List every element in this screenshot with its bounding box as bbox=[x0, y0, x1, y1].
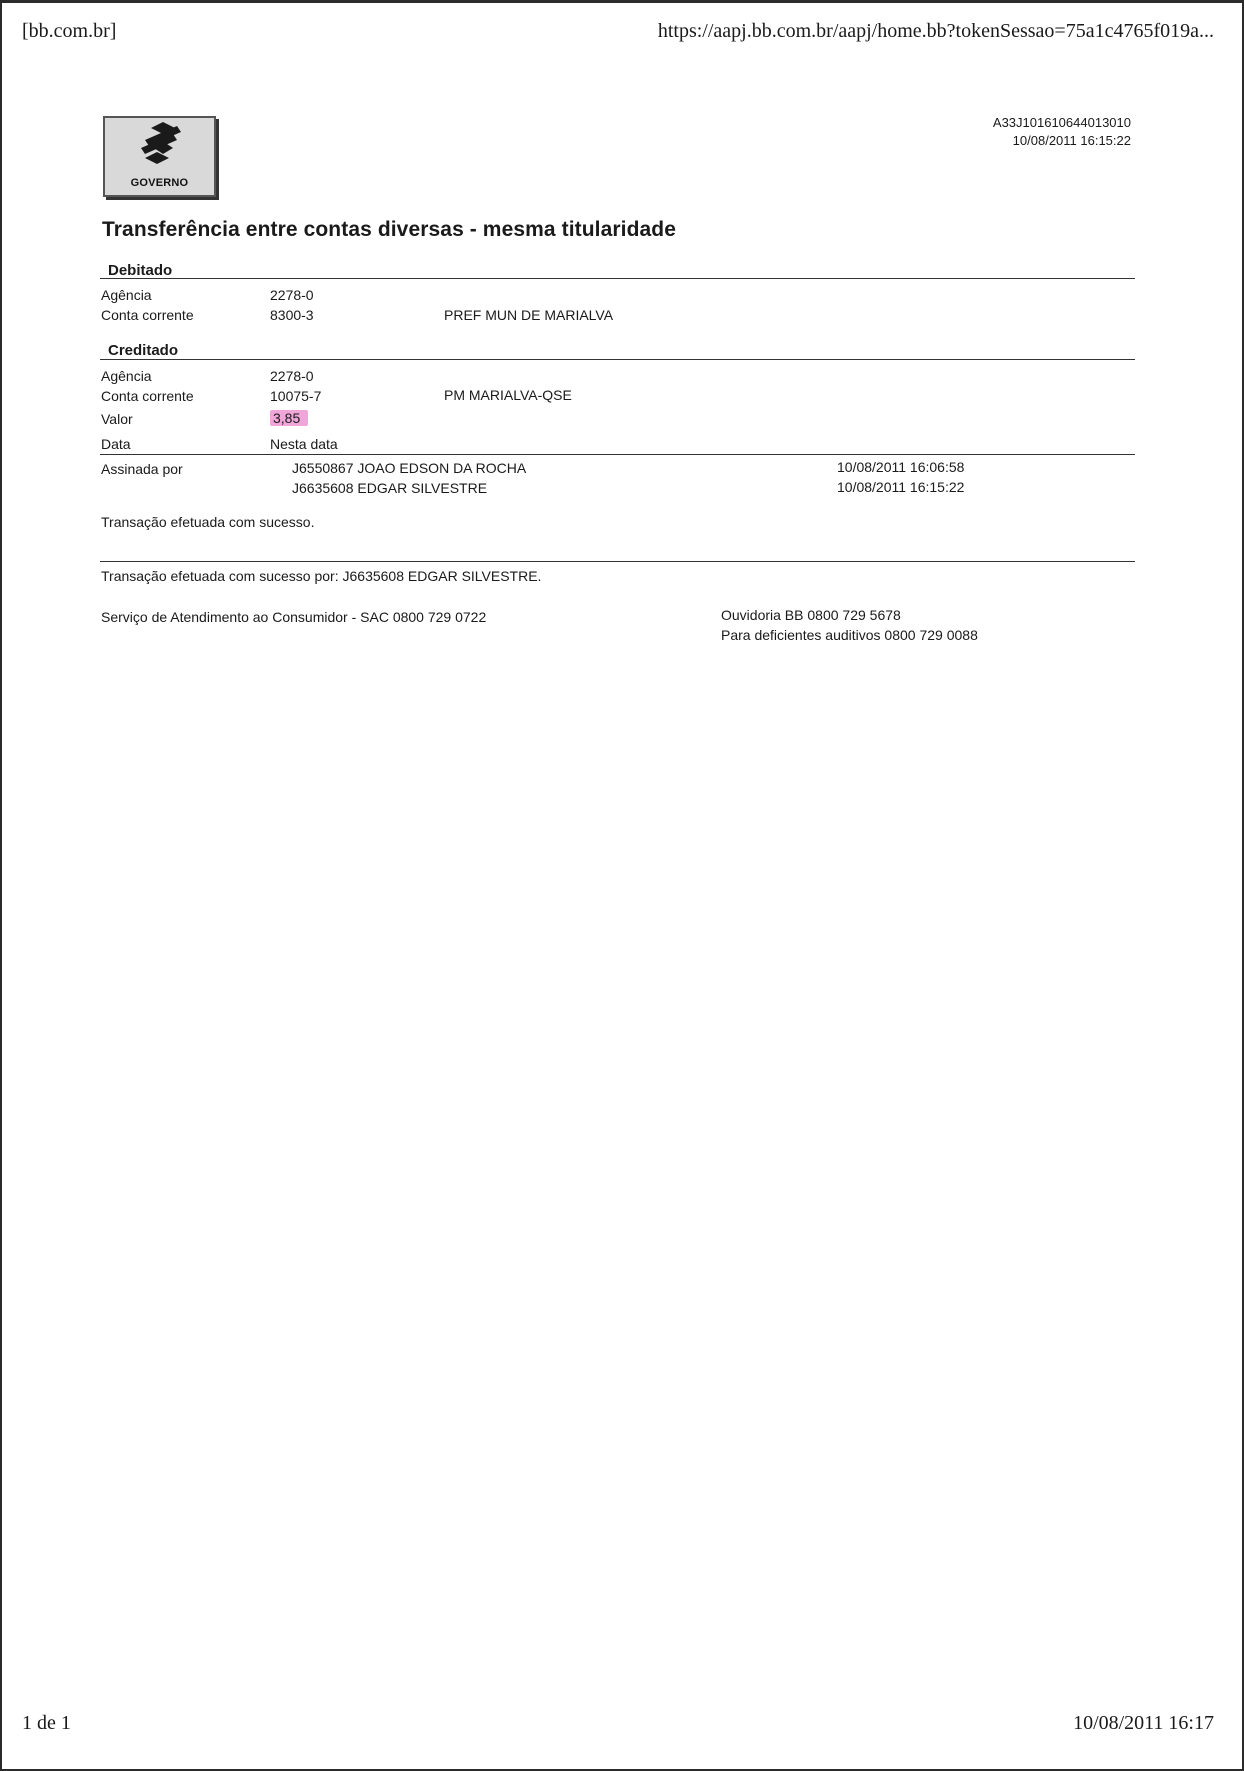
logo-label: GOVERNO bbox=[130, 177, 189, 189]
print-header-url: https://aapj.bb.com.br/aapj/home.bb?tokenSessao=75a1c4765f019a... bbox=[657, 20, 1214, 42]
data-label: Data bbox=[101, 436, 131, 452]
creditado-agencia-value: 2278-0 bbox=[270, 368, 314, 384]
sac-contact: Serviço de Atendimento ao Consumidor - SAC 0800 729 0722 bbox=[101, 609, 487, 625]
debitado-agencia-value: 2278-0 bbox=[270, 287, 314, 303]
signer-name: J6635608 EDGAR SILVESTRE bbox=[292, 480, 488, 496]
creditado-agencia-label: Agência bbox=[101, 368, 152, 384]
signer-datetime: 10/08/2011 16:15:22 bbox=[837, 479, 965, 495]
print-header-site: [bb.com.br] bbox=[22, 20, 117, 42]
section-debitado-heading: Debitado bbox=[108, 262, 173, 279]
signer-name: J6550867 JOAO EDSON DA ROCHA bbox=[292, 460, 527, 476]
section-creditado-heading: Creditado bbox=[108, 342, 179, 359]
divider bbox=[100, 454, 1135, 455]
assinada-por-label: Assinada por bbox=[101, 461, 183, 477]
status-message-by: Transação efetuada com sucesso por: J6635608 EDGAR SILVESTRE. bbox=[101, 568, 542, 584]
bb-governo-logo bbox=[103, 116, 216, 197]
document-id: A33J101610644013010 bbox=[992, 115, 1131, 130]
divider bbox=[100, 561, 1135, 562]
debitado-agencia-label: Agência bbox=[101, 287, 152, 303]
creditado-conta-label: Conta corrente bbox=[101, 388, 194, 404]
print-footer-datetime: 10/08/2011 16:17 bbox=[1073, 1712, 1214, 1734]
divider bbox=[100, 278, 1135, 279]
document-datetime: 10/08/2011 16:15:22 bbox=[1012, 133, 1131, 148]
debitado-conta-value: 8300-3 bbox=[270, 307, 314, 323]
ouvidoria-contact: Ouvidoria BB 0800 729 5678 bbox=[721, 607, 901, 623]
deficientes-contact: Para deficientes auditivos 0800 729 0088 bbox=[721, 627, 978, 643]
creditado-conta-value: 10075-7 bbox=[270, 388, 322, 404]
print-footer-page: 1 de 1 bbox=[22, 1712, 71, 1734]
data-value: Nesta data bbox=[270, 436, 338, 452]
debitado-conta-label: Conta corrente bbox=[101, 307, 194, 323]
valor-value bbox=[270, 410, 308, 426]
document-id-block bbox=[993, 114, 1131, 150]
creditado-titular: PM MARIALVA-QSE bbox=[444, 387, 572, 403]
signer-datetime: 10/08/2011 16:06:58 bbox=[837, 459, 965, 475]
valor-highlight: 3,85 bbox=[270, 410, 308, 426]
valor-label: Valor bbox=[101, 411, 133, 427]
debitado-titular: PREF MUN DE MARIALVA bbox=[444, 307, 614, 323]
bb-logo-icon bbox=[105, 118, 214, 173]
page-title: Transferência entre contas diversas - mesma titularidade bbox=[102, 218, 677, 241]
status-message: Transação efetuada com sucesso. bbox=[101, 514, 315, 530]
divider bbox=[100, 359, 1135, 360]
